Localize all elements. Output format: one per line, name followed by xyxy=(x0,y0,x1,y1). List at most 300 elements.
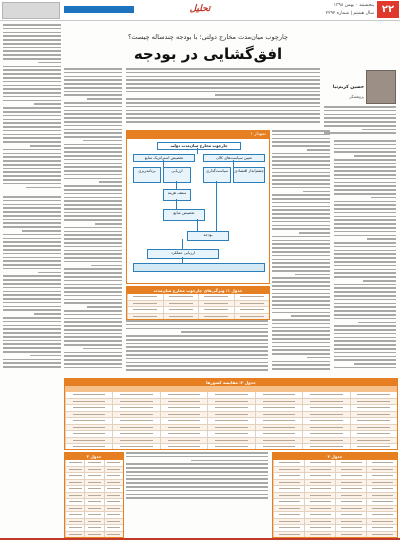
text-line-placeholder xyxy=(126,113,320,115)
table-cell xyxy=(273,512,304,518)
text-line-placeholder xyxy=(272,304,330,306)
text-line-placeholder xyxy=(126,320,268,322)
text-line-placeholder xyxy=(3,96,61,98)
table-big xyxy=(64,378,398,450)
text-line-placeholder xyxy=(64,136,122,138)
diagram-box-b2: ارزیابی xyxy=(163,167,191,183)
text-line-placeholder xyxy=(272,346,330,348)
table-cell xyxy=(84,486,103,492)
table-cell xyxy=(234,294,270,300)
table-cell xyxy=(273,486,304,492)
table-cell xyxy=(302,392,349,398)
table-cell xyxy=(198,307,234,313)
text-line-placeholder xyxy=(272,206,330,208)
text-line-placeholder xyxy=(64,250,122,252)
table-cell xyxy=(304,480,335,486)
table-cell xyxy=(350,425,397,431)
text-line-placeholder xyxy=(64,174,122,176)
text-line-placeholder xyxy=(272,312,330,314)
text-line-placeholder xyxy=(362,129,396,131)
text-line-placeholder xyxy=(64,355,122,357)
text-line-placeholder xyxy=(272,145,330,147)
table-cell xyxy=(160,418,207,424)
table-cell xyxy=(255,399,302,405)
table-cell xyxy=(65,444,112,450)
text-line-placeholder xyxy=(126,68,320,70)
text-line-placeholder xyxy=(215,94,320,96)
text-line-placeholder xyxy=(126,494,268,496)
table-cell xyxy=(112,425,159,431)
text-line-placeholder xyxy=(87,306,122,308)
text-line-placeholder xyxy=(3,115,61,117)
text-line-placeholder xyxy=(3,264,61,266)
text-line-placeholder xyxy=(272,156,330,158)
table-cell xyxy=(302,431,349,437)
text-line-placeholder xyxy=(334,231,396,233)
table-cell xyxy=(302,399,349,405)
text-line-placeholder xyxy=(3,149,61,151)
text-line-placeholder xyxy=(3,58,61,60)
text-line-placeholder xyxy=(64,121,122,123)
text-line-placeholder xyxy=(334,163,396,165)
diagram-connector xyxy=(233,160,234,167)
text-line-placeholder xyxy=(272,319,330,321)
text-line-placeholder xyxy=(272,198,330,200)
text-line-placeholder xyxy=(3,253,61,255)
text-line-placeholder xyxy=(22,230,61,232)
text-line-placeholder xyxy=(126,98,320,100)
table-cell xyxy=(350,392,397,398)
diagram-title-box: چارچوب مخارج میان‌مدت دولت xyxy=(157,142,241,150)
text-line-placeholder xyxy=(3,351,61,353)
text-line-placeholder xyxy=(64,234,122,236)
table-bottom-left-rows xyxy=(65,460,123,538)
table-cell xyxy=(366,499,397,505)
table-cell xyxy=(255,405,302,411)
text-line-placeholder xyxy=(272,323,330,325)
text-line-placeholder xyxy=(324,125,396,127)
table-cell xyxy=(335,467,366,473)
text-line-placeholder xyxy=(334,170,396,172)
table-cell xyxy=(104,467,123,473)
table-cell xyxy=(304,519,335,525)
table-cell xyxy=(350,438,397,444)
table-cell xyxy=(335,493,366,499)
diagram-label: نمودار ۱ xyxy=(250,132,266,137)
text-line-placeholder xyxy=(34,103,61,105)
table-cell xyxy=(350,412,397,418)
table-cell xyxy=(366,532,397,538)
text-line-placeholder xyxy=(291,315,330,317)
text-line-placeholder xyxy=(272,255,330,257)
table-cell xyxy=(160,405,207,411)
text-line-placeholder xyxy=(3,234,61,236)
table-cell xyxy=(255,412,302,418)
text-line-placeholder xyxy=(272,179,330,181)
text-line-placeholder xyxy=(272,183,330,185)
table-cell xyxy=(304,473,335,479)
text-line-placeholder xyxy=(181,331,268,333)
text-line-placeholder xyxy=(272,342,330,344)
text-line-placeholder xyxy=(64,204,122,206)
table-cell xyxy=(84,460,103,466)
text-line-placeholder xyxy=(126,110,320,112)
table-cell xyxy=(65,525,84,531)
text-line-placeholder xyxy=(64,151,122,153)
text-line-placeholder xyxy=(95,223,122,225)
table-cell xyxy=(255,418,302,424)
text-line-placeholder xyxy=(99,181,122,183)
text-line-placeholder xyxy=(272,172,330,174)
text-line-placeholder xyxy=(3,260,61,262)
text-line-placeholder xyxy=(126,478,268,480)
diagram-box-b3: سیاست‌گذاری xyxy=(203,167,231,183)
text-line-placeholder xyxy=(272,243,330,245)
text-line-placeholder xyxy=(64,76,122,78)
text-line-placeholder xyxy=(64,144,122,146)
table-cell xyxy=(273,460,304,466)
table-cell xyxy=(366,493,397,499)
text-line-placeholder xyxy=(64,102,122,104)
text-line-placeholder xyxy=(3,204,61,206)
newspaper-logo xyxy=(2,2,60,19)
diagram-connector xyxy=(197,219,198,231)
table-cell xyxy=(255,431,302,437)
text-line-placeholder xyxy=(64,189,122,191)
diagram-connector xyxy=(182,257,183,263)
text-line-placeholder xyxy=(3,137,61,139)
text-line-placeholder xyxy=(272,338,330,340)
text-line-placeholder xyxy=(3,156,61,158)
text-line-placeholder xyxy=(272,266,330,268)
text-line-placeholder xyxy=(64,344,122,346)
table-cell xyxy=(273,467,304,473)
table-cell xyxy=(304,486,335,492)
text-line-placeholder xyxy=(272,213,330,215)
table-cell xyxy=(163,301,199,307)
table-cell xyxy=(207,405,254,411)
text-line-placeholder xyxy=(38,272,61,274)
table-cell xyxy=(234,314,270,320)
text-line-placeholder xyxy=(64,352,122,354)
text-line-placeholder xyxy=(334,310,396,312)
text-line-placeholder xyxy=(64,272,122,274)
text-line-placeholder xyxy=(334,265,396,267)
table-cell xyxy=(350,405,397,411)
text-line-placeholder xyxy=(3,196,61,198)
text-line-placeholder xyxy=(64,79,122,81)
text-line-placeholder xyxy=(272,141,330,143)
text-line-placeholder xyxy=(334,314,396,316)
text-line-placeholder xyxy=(272,285,330,287)
text-line-placeholder xyxy=(334,144,396,146)
text-line-placeholder xyxy=(3,92,61,94)
text-line-placeholder xyxy=(299,232,330,234)
text-line-placeholder xyxy=(30,145,61,147)
table-cell xyxy=(112,399,159,405)
text-line-placeholder xyxy=(3,69,61,71)
diagram-box-b1: برنامه‌ریزی xyxy=(133,167,161,183)
table-cell xyxy=(366,486,397,492)
text-line-placeholder xyxy=(334,261,396,263)
text-line-placeholder xyxy=(64,129,122,131)
text-line-placeholder xyxy=(126,83,320,85)
text-line-placeholder xyxy=(272,289,330,291)
text-line-placeholder xyxy=(324,106,396,108)
text-line-placeholder xyxy=(83,140,122,142)
text-line-placeholder xyxy=(64,185,122,187)
text-line-placeholder xyxy=(126,475,268,477)
text-line-placeholder xyxy=(272,353,330,355)
text-line-placeholder xyxy=(126,471,268,473)
table-cell xyxy=(255,425,302,431)
text-line-placeholder xyxy=(272,259,330,261)
text-line-placeholder xyxy=(3,35,61,37)
table-row xyxy=(127,314,269,321)
section-name: تحلیل xyxy=(189,4,211,14)
text-line-placeholder xyxy=(324,117,396,119)
text-line-placeholder xyxy=(272,164,330,166)
text-line-placeholder xyxy=(3,77,61,79)
text-line-placeholder xyxy=(272,251,330,253)
article-headline: افق‌گشایی در بودجه xyxy=(133,45,283,63)
text-line-placeholder xyxy=(3,268,61,270)
issue-line: سال هشتم | شماره ۲۲۹۲ xyxy=(325,11,374,16)
text-line-placeholder xyxy=(3,32,61,34)
table-cell xyxy=(273,493,304,499)
text-under-table xyxy=(126,320,268,374)
text-line-placeholder xyxy=(334,174,396,176)
text-line-placeholder xyxy=(126,358,268,360)
text-line-placeholder xyxy=(3,226,61,228)
table-cell xyxy=(273,499,304,505)
date-line: پنجشنبه ۰ بهمن ۱۳۹۸ xyxy=(333,3,374,8)
text-line-placeholder xyxy=(334,333,396,335)
text-line-placeholder xyxy=(3,88,61,90)
table-cell xyxy=(127,294,163,300)
text-line-placeholder xyxy=(334,344,396,346)
table-cell xyxy=(207,431,254,437)
text-line-placeholder xyxy=(3,287,61,289)
table-cell xyxy=(302,444,349,450)
table-cell xyxy=(366,506,397,512)
text-line-placeholder xyxy=(64,329,122,331)
text-line-placeholder xyxy=(64,359,122,361)
text-line-placeholder xyxy=(3,179,61,181)
text-line-placeholder xyxy=(64,276,122,278)
text-line-placeholder xyxy=(324,132,396,134)
text-line-placeholder xyxy=(126,350,268,352)
text-line-placeholder xyxy=(126,456,268,458)
text-line-placeholder xyxy=(354,363,396,365)
text-line-placeholder xyxy=(64,257,122,259)
text-line-placeholder xyxy=(64,215,122,217)
text-line-placeholder xyxy=(307,149,330,151)
text-line-placeholder xyxy=(307,357,330,359)
diagram-header xyxy=(127,131,269,139)
text-line-placeholder xyxy=(64,200,122,202)
text-line-placeholder xyxy=(126,102,320,104)
text-bottom-center xyxy=(126,452,268,504)
table-cell xyxy=(335,525,366,531)
text-line-placeholder xyxy=(64,68,122,70)
table-bottom-right xyxy=(272,452,398,538)
text-line-placeholder xyxy=(3,328,61,330)
text-line-placeholder xyxy=(334,295,396,297)
table-cell xyxy=(65,493,84,499)
text-line-placeholder xyxy=(64,299,122,301)
table-cell xyxy=(84,480,103,486)
table-mid-rows xyxy=(127,294,269,320)
text-line-placeholder xyxy=(64,110,122,112)
text-line-placeholder xyxy=(272,296,330,298)
text-line-placeholder xyxy=(64,208,122,210)
text-line-placeholder xyxy=(64,125,122,127)
table-cell xyxy=(255,444,302,450)
text-line-placeholder xyxy=(272,153,330,155)
text-line-placeholder xyxy=(38,62,61,64)
text-line-placeholder xyxy=(64,291,122,293)
text-line-placeholder xyxy=(3,175,61,177)
table-cell xyxy=(366,467,397,473)
table-cell xyxy=(207,425,254,431)
text-line-placeholder xyxy=(334,257,396,259)
table-cell xyxy=(104,486,123,492)
table-cell xyxy=(160,399,207,405)
text-line-placeholder xyxy=(3,183,61,185)
text-line-placeholder xyxy=(64,261,122,263)
text-line-placeholder xyxy=(64,178,122,180)
text-line-placeholder xyxy=(334,204,396,206)
text-line-placeholder xyxy=(3,302,61,304)
table-cell xyxy=(65,418,112,424)
text-line-placeholder xyxy=(3,309,61,311)
table-cell xyxy=(335,532,366,538)
text-line-placeholder xyxy=(126,106,320,108)
text-line-placeholder xyxy=(34,313,61,315)
text-line-placeholder xyxy=(324,114,396,116)
text-line-placeholder xyxy=(3,275,61,277)
text-line-placeholder xyxy=(272,262,330,264)
table-cell xyxy=(104,519,123,525)
text-line-placeholder xyxy=(3,366,61,368)
text-line-placeholder xyxy=(3,257,61,259)
text-line-placeholder xyxy=(64,170,122,172)
text-line-placeholder xyxy=(64,242,122,244)
text-line-placeholder xyxy=(334,159,396,161)
text-line-placeholder xyxy=(64,91,122,93)
text-line-placeholder xyxy=(126,463,268,465)
text-line-placeholder xyxy=(334,212,396,214)
table-cell xyxy=(65,467,84,473)
article-kicker: چارچوب میان‌مدت مخارج دولتی؛ با بودجه چندساله چیست؟ xyxy=(127,33,288,41)
table-cell xyxy=(160,392,207,398)
text-line-placeholder xyxy=(334,306,396,308)
text-line-placeholder xyxy=(64,132,122,134)
diagram-box-footer xyxy=(133,263,265,272)
text-line-placeholder xyxy=(3,200,61,202)
text-line-placeholder xyxy=(126,72,320,74)
text-line-placeholder xyxy=(3,336,61,338)
table-cell xyxy=(207,438,254,444)
text-line-placeholder xyxy=(334,148,396,150)
text-column-right-upper xyxy=(324,106,396,138)
text-column-right xyxy=(334,140,396,374)
table-cell xyxy=(65,399,112,405)
table-cell xyxy=(65,460,84,466)
table-cell xyxy=(273,480,304,486)
text-line-placeholder xyxy=(3,317,61,319)
text-line-placeholder xyxy=(334,182,396,184)
text-line-placeholder xyxy=(272,361,330,363)
table-cell xyxy=(350,418,397,424)
diagram-box-b7: تخصیص منابع xyxy=(163,209,205,221)
table-cell xyxy=(65,519,84,525)
table-cell xyxy=(273,532,304,538)
table-cell xyxy=(84,525,103,531)
text-line-placeholder xyxy=(126,121,320,123)
table-cell xyxy=(366,460,397,466)
table-cell xyxy=(160,444,207,450)
text-line-placeholder xyxy=(64,302,122,304)
table-cell xyxy=(112,392,159,398)
text-line-placeholder xyxy=(64,72,122,74)
table-cell xyxy=(112,438,159,444)
text-line-placeholder xyxy=(3,50,61,52)
text-line-placeholder xyxy=(3,39,61,41)
table-cell xyxy=(84,467,103,473)
text-line-placeholder xyxy=(3,359,61,361)
table-cell xyxy=(302,438,349,444)
text-line-placeholder xyxy=(334,337,396,339)
text-line-placeholder xyxy=(126,343,268,345)
table-cell xyxy=(65,431,112,437)
text-line-placeholder xyxy=(87,98,122,100)
text-line-placeholder xyxy=(334,329,396,331)
diagram-box-left-top: تخصیص استراتژیک منابع xyxy=(133,154,195,162)
text-line-placeholder xyxy=(83,348,122,350)
text-line-placeholder xyxy=(64,166,122,168)
text-line-placeholder xyxy=(64,117,122,119)
text-line-placeholder xyxy=(272,168,330,170)
text-line-placeholder xyxy=(3,211,61,213)
text-column-mid-right xyxy=(272,130,330,374)
text-line-placeholder xyxy=(3,164,61,166)
text-line-placeholder xyxy=(272,221,330,223)
text-line-placeholder xyxy=(358,322,396,324)
text-line-placeholder xyxy=(334,325,396,327)
table-cell xyxy=(84,512,103,518)
table-cell xyxy=(198,301,234,307)
text-line-placeholder xyxy=(272,270,330,272)
text-line-placeholder xyxy=(367,238,396,240)
table-cell xyxy=(112,405,159,411)
table-cell xyxy=(304,493,335,499)
text-line-placeholder xyxy=(334,352,396,354)
text-line-placeholder xyxy=(64,147,122,149)
diagram-box-right-top: تعیین سیاست‌های کلان xyxy=(203,154,265,162)
text-line-placeholder xyxy=(3,249,61,251)
masthead-blue-bar xyxy=(64,6,134,13)
text-line-placeholder xyxy=(334,299,396,301)
text-line-placeholder xyxy=(272,217,330,219)
text-line-placeholder xyxy=(64,340,122,342)
text-line-placeholder xyxy=(126,117,320,119)
text-line-placeholder xyxy=(3,134,61,136)
text-line-placeholder xyxy=(334,216,396,218)
table-cell xyxy=(65,480,84,486)
text-line-placeholder xyxy=(3,111,61,113)
